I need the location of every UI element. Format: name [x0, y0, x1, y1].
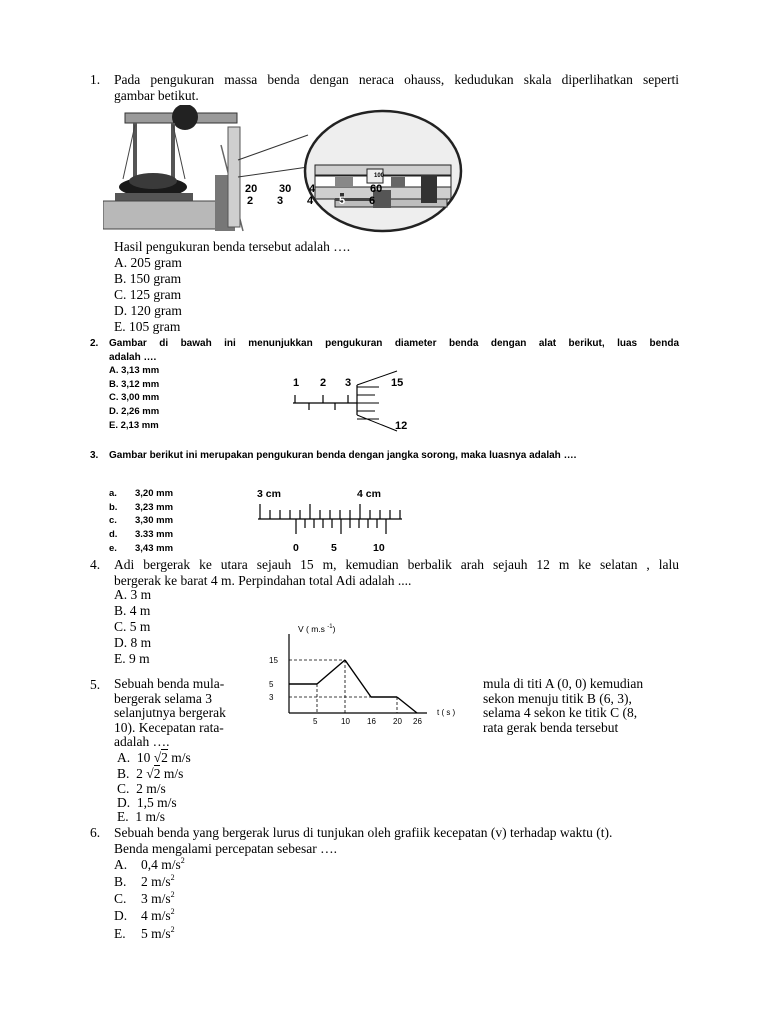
q5-option-c[interactable]: C. 2 m/s	[117, 781, 166, 796]
graph-y-axis-label: V ( m.s $^{-1}$)	[298, 624, 336, 634]
q2-option-c[interactable]: C. 3,00 mm	[109, 392, 160, 404]
q5-left-line3: selanjutnya bergerak	[114, 705, 226, 720]
y-tick-15: 15	[269, 656, 278, 665]
micrometer-label-3: 3	[345, 377, 352, 389]
q4-option-d[interactable]: D. 8 m	[114, 635, 152, 650]
q4-option-b[interactable]: B. 4 m	[114, 603, 151, 618]
q3-text-line1: Gambar berikut ini merupakan pengukuran benda dengan jangka sorong, maka luasnya adalah ….	[109, 450, 577, 461]
caliper-main-label-4cm: 4 cm	[357, 488, 381, 500]
q4-text-line1: Adi bergerak ke utara sejauh 15 m, kemudian berbalik arah sejauh 12 m ke selatan , lalu	[114, 557, 679, 572]
q2-option-b[interactable]: B. 3,12 mm	[109, 378, 160, 390]
scale-top-4: 4	[309, 183, 316, 195]
caliper-main-label-3cm: 3 cm	[257, 488, 281, 500]
q3-option-b[interactable]: 3,23 mm	[135, 501, 174, 513]
scale-mid-6: 6	[369, 195, 376, 207]
scale-top-60: 60	[370, 183, 383, 195]
q5-text-left	[114, 677, 226, 750]
q1-option-a[interactable]: A. 205 gram	[114, 255, 182, 270]
vernier-label-10: 10	[373, 542, 385, 554]
balance-knob	[172, 105, 198, 130]
q5-right-line1: mula di titi A (0, 0) kemudian	[483, 676, 644, 691]
q3-option-letters	[109, 487, 117, 556]
thimble-label-12: 12	[395, 420, 408, 432]
q3-number: 3.	[90, 450, 99, 461]
q4-number: 4.	[90, 557, 101, 572]
q5-right-line3: selama 4 sekon ke titik C (8,	[483, 705, 638, 720]
x-tick-26: 26	[413, 717, 422, 726]
q2-option-e[interactable]: E. 2,13 mm	[109, 419, 159, 431]
q5-right-line2: sekon menuju titik B (6, 3),	[483, 690, 632, 706]
q5-option-a[interactable]: A. 10 √2 m/s	[117, 750, 191, 765]
q2-option-d[interactable]: D. 2,26 mm	[109, 406, 160, 418]
q6-number: 6.	[90, 825, 101, 840]
y-tick-3: 3	[269, 693, 274, 702]
scale-mid-3: 3	[277, 195, 284, 207]
sqrt-symbol: √	[146, 766, 154, 781]
q1-options	[114, 255, 182, 335]
q1-question: Hasil pengukuran benda tersebut adalah ….	[114, 239, 351, 254]
q5-left-line5: adalah ….	[114, 734, 170, 749]
q4-options	[114, 587, 151, 667]
q3-option-e-letter[interactable]: e.	[109, 542, 117, 554]
scale-mid-2: 2	[247, 195, 254, 207]
scale-mid-5: 5	[339, 195, 346, 207]
vernier-label-5: 5	[331, 542, 337, 554]
graph-segment-5	[397, 697, 417, 713]
q3-option-b-letter[interactable]: b.	[109, 501, 118, 513]
q5-left-line2: bergerak selama 3	[114, 690, 212, 706]
q1-option-d[interactable]: D. 120 gram	[114, 303, 182, 318]
q5-option-b[interactable]: B. 2 √2 m/s	[117, 766, 184, 781]
q6-option-c[interactable]: C. 3 $m/s^2$	[114, 890, 175, 906]
q5-number: 5.	[90, 677, 101, 692]
q3-option-e[interactable]: 3,43 mm	[135, 542, 174, 554]
y-tick-5: 5	[269, 680, 274, 689]
scale-mid-4: 4	[307, 195, 314, 207]
q1-option-b[interactable]: B. 150 gram	[114, 271, 182, 286]
q3-option-d[interactable]: 3.33 mm	[135, 529, 174, 541]
sqrt-symbol: √	[153, 750, 162, 765]
q1-number: 1.	[90, 72, 101, 87]
vernier-caliper-figure	[252, 500, 412, 542]
ohauss-balance-figure	[103, 105, 465, 235]
q5-left-line1: Sebuah benda mula-	[114, 676, 225, 691]
x-tick-5: 5	[313, 717, 318, 726]
x-tick-10: 10	[341, 717, 350, 726]
graph-x-axis-label: t ( s )	[437, 708, 456, 717]
q6-text-line1: Sebuah benda yang bergerak lurus di tunjukan oleh grafiik kecepatan (v) terhadap waktu (t).	[114, 825, 613, 840]
q2-text-line1: Gambar di bawah ini menunjukkan pengukuran diameter benda dengan alat berikut, luas benda	[109, 338, 679, 349]
q3-option-values	[135, 487, 173, 556]
thimble-label-15: 15	[391, 377, 404, 389]
q2-text-line2: adalah ….	[109, 352, 157, 363]
q2-options	[109, 364, 159, 433]
scale-top-30: 30	[279, 183, 292, 195]
q6-text-line2: Benda mengalami percepatan sebesar ….	[114, 841, 338, 856]
q1-text-line2: gambar betikut.	[114, 88, 199, 103]
q6-option-e[interactable]: E. 5 $m/s^2$	[114, 925, 175, 941]
q6-option-a[interactable]: A. 0,4 $m/s^2$	[114, 856, 185, 872]
x-tick-20: 20	[393, 717, 402, 726]
q4-option-c[interactable]: C. 5 m	[114, 619, 151, 634]
q5-option-e[interactable]: E. 1 m/s	[117, 809, 166, 824]
q3-option-c[interactable]: 3,30 mm	[135, 515, 174, 527]
q4-option-a[interactable]: A. 3 m	[114, 587, 152, 602]
q2-option-a[interactable]: A. 3,13 mm	[109, 365, 160, 376]
scale-small-100: 100	[374, 173, 385, 179]
vernier-label-0: 0	[293, 542, 299, 554]
q5-text-right	[483, 677, 643, 735]
graph-segment-2	[317, 660, 345, 684]
q5-option-d[interactable]: D. 1,5 m/s	[117, 795, 177, 810]
q3-option-d-letter[interactable]: d.	[109, 529, 118, 541]
q3-option-a-letter[interactable]: a.	[109, 488, 117, 499]
q1-option-e[interactable]: E. 105 gram	[114, 319, 181, 334]
graph-segment-3	[345, 660, 371, 697]
q3-option-c-letter[interactable]: c.	[109, 515, 117, 527]
velocity-time-graph	[265, 620, 480, 732]
q5-left-line4: 10). Kecepatan rata-	[114, 719, 224, 735]
q1-text-line1: Pada pengukuran massa benda dengan neraca ohauss, kedudukan skala diperlihatkan seperti	[114, 72, 679, 87]
q4-text-line2: bergerak ke barat 4 m. Perpindahan total Adi adalah ....	[114, 573, 412, 588]
q1-option-c[interactable]: C. 125 gram	[114, 287, 182, 302]
q5-options	[117, 750, 191, 824]
micrometer-label-1: 1	[293, 377, 300, 389]
q5-right-line4: rata gerak benda tersebut	[483, 719, 619, 735]
q4-option-e[interactable]: E. 9 m	[114, 651, 150, 666]
q6-option-b[interactable]: B. 2 $m/s^2$	[114, 873, 175, 889]
micrometer-label-2: 2	[320, 377, 327, 389]
q2-number: 2.	[90, 338, 99, 349]
x-tick-16: 16	[367, 717, 376, 726]
scale-top-20: 20	[245, 183, 258, 195]
q3-option-a[interactable]: 3,20 mm	[135, 488, 174, 499]
balance-base	[103, 201, 233, 229]
q6-option-d[interactable]: D. 4 $m/s^2$	[114, 907, 175, 923]
